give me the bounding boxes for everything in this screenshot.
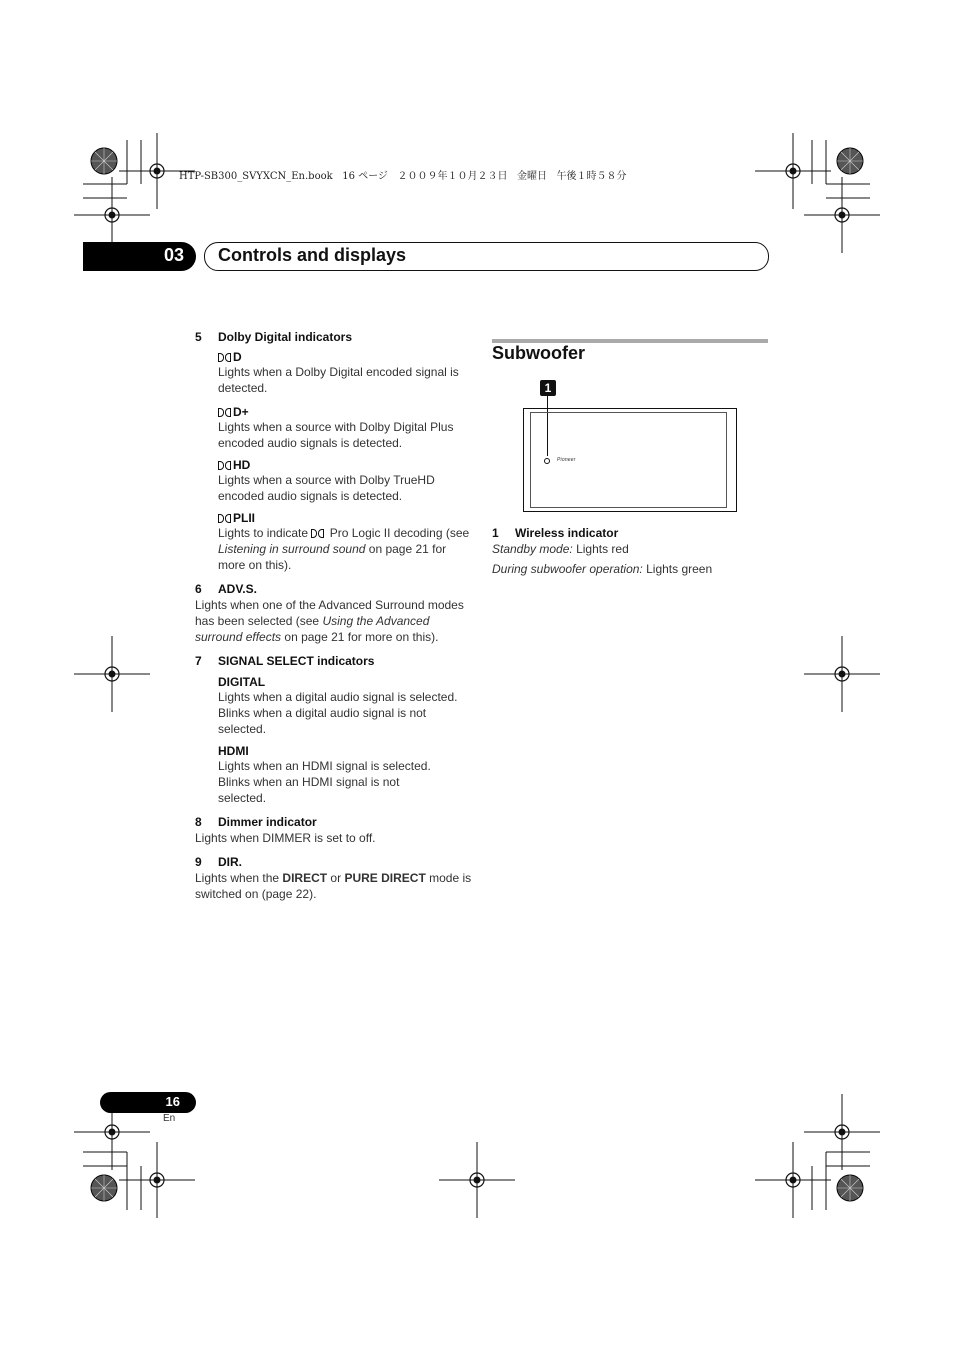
dolby-logo-icon bbox=[218, 408, 232, 417]
callout-number: 1 bbox=[544, 381, 552, 395]
sub-label-digital: DIGITAL bbox=[218, 675, 266, 689]
cross-reference-link[interactable]: Using the Advanced surround effects bbox=[195, 614, 430, 644]
cross-reference-link[interactable]: Listening in surround sound bbox=[218, 542, 366, 556]
page-number: 16 bbox=[165, 1094, 180, 1109]
sub-desc: Lights when an HDMI signal is selected. bbox=[218, 759, 431, 773]
item-title: Wireless indicator bbox=[515, 526, 619, 540]
sub-desc: Lights when a digital audio signal is selected. bbox=[218, 690, 458, 704]
sub-desc: Lights when a source with Dolby TrueHD encoded audio signals is detected. bbox=[218, 473, 435, 503]
item-desc: Lights when DIMMER is set to off. bbox=[195, 831, 376, 845]
page-number-badge bbox=[100, 1092, 196, 1113]
wireless-item bbox=[492, 526, 772, 577]
item-5: 5 Dolby Digital indicators bbox=[195, 330, 353, 344]
item-title: DIR. bbox=[218, 855, 242, 869]
sub-desc: Blinks when a digital audio signal is not selected. bbox=[218, 706, 427, 736]
chapter-title: Controls and displays bbox=[218, 245, 407, 265]
item-title: SIGNAL SELECT indicators bbox=[218, 654, 375, 668]
chapter-number: 03 bbox=[163, 245, 184, 265]
item-1: 1 Wireless indicator bbox=[492, 526, 619, 540]
chapter-number-badge bbox=[83, 242, 196, 271]
section-heading: Subwoofer bbox=[492, 343, 585, 363]
left-column bbox=[195, 330, 475, 902]
item-desc: Lights when one of the Advanced Surround modes has been selected (see Using the Advanced surround effects on page 21 for more on this). bbox=[195, 598, 464, 644]
chapter-title-box bbox=[204, 242, 769, 271]
operation-mode-line: During subwoofer operation: Lights green bbox=[492, 562, 713, 576]
dolby-logo-icon bbox=[218, 514, 232, 523]
sub-desc: Lights when a source with Dolby Digital Plus encoded audio signals is detected. bbox=[218, 420, 454, 450]
item-title: Dimmer indicator bbox=[218, 815, 317, 829]
subwoofer-diagram bbox=[523, 408, 737, 512]
sub-desc: Blinks when an HDMI signal is not selected. bbox=[218, 775, 400, 805]
language-code: En bbox=[163, 1113, 176, 1124]
item-title: Dolby Digital indicators bbox=[218, 330, 353, 344]
dolby-logo-icon bbox=[218, 353, 232, 362]
item-desc: Lights when the DIRECT or PURE DIRECT mode is switched on (page 22). bbox=[195, 871, 472, 901]
item-7: 7 SIGNAL SELECT indicators bbox=[195, 654, 375, 668]
sub-label-ddplii: PLII bbox=[218, 511, 475, 525]
sub-label-hdmi: HDMI bbox=[218, 744, 249, 758]
sub-label-ddplus: D+ bbox=[218, 405, 475, 419]
item-title: ADV.S. bbox=[218, 582, 257, 596]
dolby-logo-icon bbox=[218, 461, 232, 470]
sub-desc: Lights when a Dolby Digital encoded signal is detected. bbox=[218, 365, 459, 395]
callout-badge bbox=[540, 380, 556, 396]
item-6: 6 ADV.S. bbox=[195, 582, 257, 596]
sub-label-dd: D bbox=[218, 350, 475, 364]
sub-label-ddhd: HD bbox=[218, 458, 475, 472]
item-9: 9 DIR. bbox=[195, 855, 242, 869]
standby-mode-line: Standby mode: Lights red bbox=[492, 542, 629, 556]
sub-desc: Lights to indicate Pro Logic II decoding (see Listening in surround sound on page 21 for more on this). bbox=[218, 526, 470, 572]
dolby-logo-icon bbox=[311, 529, 325, 538]
pioneer-logo: Pioneer bbox=[557, 457, 576, 463]
wireless-indicator-led bbox=[544, 458, 550, 464]
print-header: HTP-SB300_SVYXCN_En.book 16 ページ ２００９年１０月２３日 金曜日 午後１時５８分 bbox=[179, 171, 627, 182]
item-8: 8 Dimmer indicator bbox=[195, 815, 317, 829]
